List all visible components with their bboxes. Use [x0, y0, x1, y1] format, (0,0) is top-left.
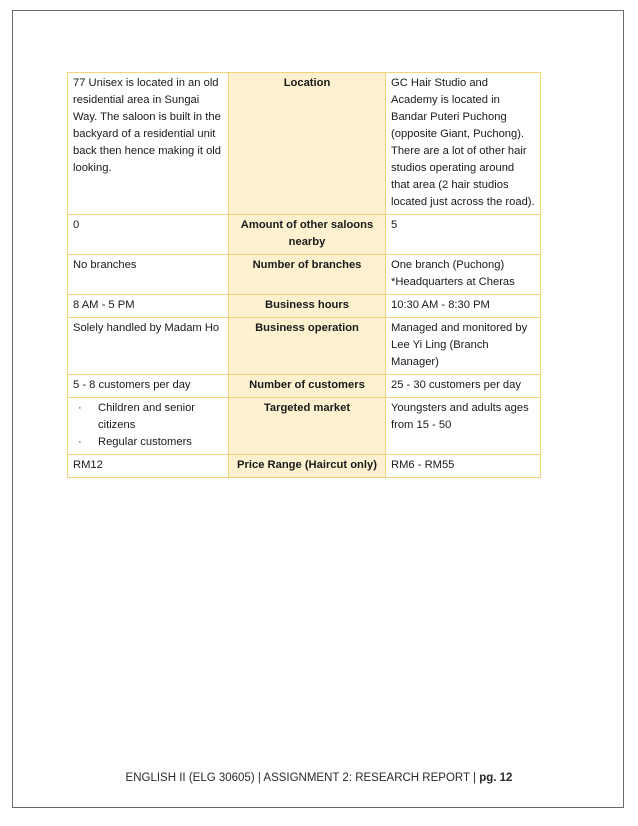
- comparison-table: [67, 72, 541, 478]
- bullet-item: · Children and senior citizens: [73, 400, 223, 434]
- table-row: [68, 295, 541, 318]
- table-row: [68, 318, 541, 375]
- page-number: pg. 12: [479, 772, 513, 784]
- footer-text: ENGLISH II (ELG 30605) | ASSIGNMENT 2: RESEARCH REPORT |: [125, 772, 476, 784]
- cell-criterion: Business operation: [229, 318, 386, 375]
- cell-77-unisex: 5 - 8 customers per day: [68, 375, 229, 398]
- cell-77-unisex: 8 AM - 5 PM: [68, 295, 229, 318]
- table-row: [68, 455, 541, 478]
- table-row: [68, 255, 541, 295]
- cell-77-unisex: 0: [68, 215, 229, 255]
- bullet-list: [73, 400, 223, 451]
- cell-criterion: Location: [229, 73, 386, 215]
- cell-criterion: Number of customers: [229, 375, 386, 398]
- cell-criterion: Number of branches: [229, 255, 386, 295]
- table-row: [68, 398, 541, 455]
- cell-77-unisex: [68, 398, 229, 455]
- table-row: [68, 215, 541, 255]
- cell-gc-hair-studio: 10:30 AM - 8:30 PM: [386, 295, 541, 318]
- bullet-item: · Regular customers: [73, 434, 223, 451]
- cell-77-unisex: 77 Unisex is located in an old residential area in Sungai Way. The saloon is built in the backyard of a residential unit back then hence making it old looking.: [68, 73, 229, 215]
- cell-criterion: Amount of other saloons nearby: [229, 215, 386, 255]
- cell-gc-hair-studio: GC Hair Studio and Academy is located in Bandar Puteri Puchong (opposite Giant, Puchong). There are a lot of other hair studios operating around that area (2 hair studios located just across the road).: [386, 73, 541, 215]
- cell-77-unisex: No branches: [68, 255, 229, 295]
- cell-gc-hair-studio: 5: [386, 215, 541, 255]
- cell-77-unisex: RM12: [68, 455, 229, 478]
- cell-criterion: Business hours: [229, 295, 386, 318]
- cell-criterion: Price Range (Haircut only): [229, 455, 386, 478]
- cell-gc-hair-studio: Managed and monitored by Lee Yi Ling (Branch Manager): [386, 318, 541, 375]
- cell-criterion: Targeted market: [229, 398, 386, 455]
- cell-gc-hair-studio: Youngsters and adults ages from 15 - 50: [386, 398, 541, 455]
- table-row: [68, 73, 541, 215]
- cell-77-unisex: Solely handled by Madam Ho: [68, 318, 229, 375]
- page-footer: [0, 772, 638, 784]
- table-row: [68, 375, 541, 398]
- cell-gc-hair-studio: One branch (Puchong) *Headquarters at Cheras: [386, 255, 541, 295]
- cell-gc-hair-studio: RM6 - RM55: [386, 455, 541, 478]
- cell-gc-hair-studio: 25 - 30 customers per day: [386, 375, 541, 398]
